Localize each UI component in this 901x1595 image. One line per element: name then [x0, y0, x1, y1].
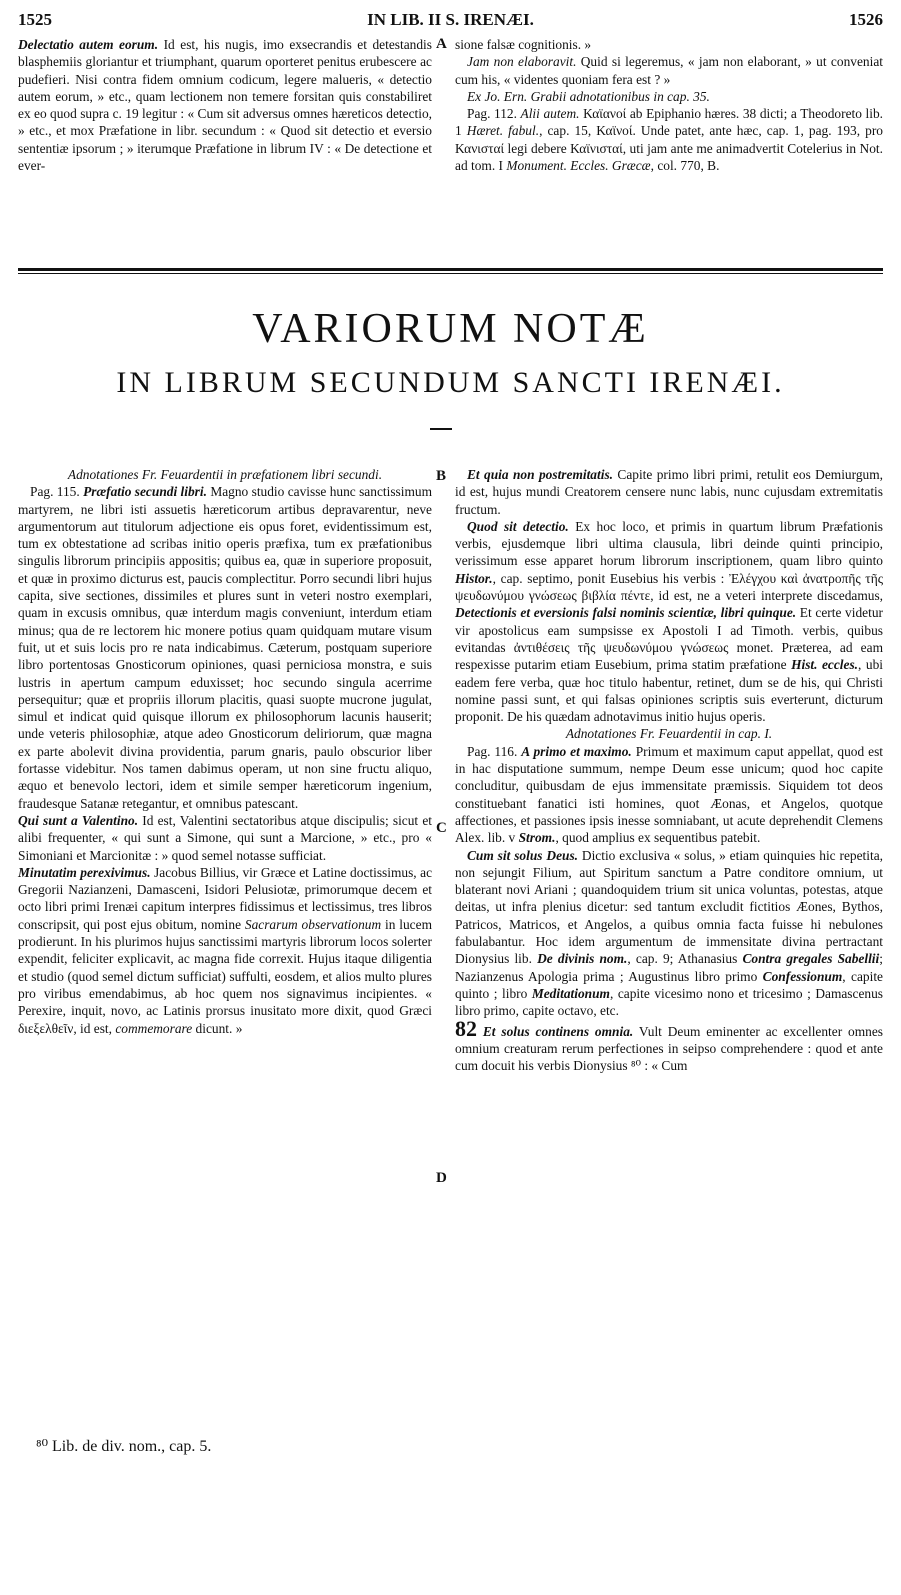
top-left-column	[18, 36, 432, 174]
title-dash	[430, 428, 452, 430]
italic-ref: Meditationum	[531, 985, 610, 1001]
paragraph-text: Jacobus Billius, vir Græce et Latine doctissimus, ac Gregorii Nazianzeni, Damasceni, Isidori Pelusiotæ, primorumque decem et octo libri primi Irenæi capitum interpres fidissimus et lectissimus, tres libros conscripsit, qui post ejus obitum, nomine	[18, 864, 433, 932]
section-subtitle: IN LIBRUM SECUNDUM SANCTI IRENÆI.	[116, 366, 785, 399]
page-ref: Pag. 112.	[467, 106, 521, 122]
margin-marker-a: A	[436, 36, 447, 52]
italic-ref: Hæret. fabul.	[466, 123, 540, 139]
margin-marker-c: C	[436, 820, 447, 836]
paragraph-text: , quod amplius ex sequentibus patebit.	[555, 830, 761, 846]
lemma: Præfatio secundi libri.	[83, 484, 207, 500]
note-paragraph	[18, 812, 432, 864]
italic-ref: Confessionum	[762, 968, 843, 984]
lemma: Minutatim perexivimus.	[18, 864, 151, 880]
italic-ref: Hist. eccles.	[791, 657, 859, 673]
lemma: Qui sunt a Valentino.	[18, 812, 139, 828]
paragraph-text: , ubi eadem fere verba, quæ hoc titulo habentur, retinet, dum se de his, qui Christi nomine passi sunt, et qui falsas opiniones scriptis suis everterunt, dicturum proponit. De his quædam adnotavimus initio hujus operis.	[455, 657, 883, 725]
paragraph-text: Primum et maximum caput appellat, quod est in hac disputatione summum, nempe Deum esse unicum; quod hoc capite concluditur, quibusdam de ejus immensitate præmissis. Siquidem tot deos constituebant fanatici isti homines, quot Æonas, et Angelos, quotque affectiones, et passiones ipsis inesse somniabant, ut acute deprehendit Clemens Alex. lib. v	[455, 743, 883, 846]
source-heading	[455, 88, 883, 105]
right-column	[455, 466, 883, 1074]
source-heading-text: Ex Jo. Ern. Grabii adnotationibus in cap. 35.	[467, 88, 710, 104]
section-title: VARIORUM NOTÆ	[252, 306, 649, 352]
note-paragraph	[455, 105, 883, 174]
page-number-right: 1526	[849, 10, 883, 29]
chapter-number: 82	[455, 1015, 477, 1041]
lemma: Jam non elaboravit.	[467, 54, 577, 70]
note-paragraph	[455, 847, 883, 1020]
column-heading: Adnotationes Fr. Feuardentii in præfationem libri secundi.	[67, 467, 383, 482]
lemma: Delectatio autem eorum.	[18, 37, 159, 52]
page-number-left: 1525	[18, 10, 52, 29]
footnote: ⁸⁰ Lib. de div. nom., cap. 5.	[36, 1438, 212, 1455]
paragraph-text: Ex hoc loco, et primis in quartum librum Præfationis verbis, ejusdemque libri ultima clausula, libri deinde quinti principio, verissimum esse apparet horum librorum inscriptionem, quam libro quinto	[455, 518, 883, 569]
page-ref: Pag. 116.	[467, 743, 522, 759]
lemma: Et solus continens omnia.	[482, 1023, 634, 1039]
italic-ref: Contra gregales Sabellii	[742, 951, 880, 967]
continuation-text: sione falsæ cognitionis. »	[455, 37, 592, 52]
paragraph-text: Quid si legeremus, « jam non elaborant, » ut conveniat cum his, « videntes quoniam fera est ? »	[455, 54, 883, 87]
note-paragraph	[18, 864, 432, 1037]
lemma: Cum sit solus Deus.	[467, 847, 579, 863]
left-column	[18, 466, 432, 1037]
italic-ref: Histor.	[455, 570, 493, 586]
note-paragraph	[455, 1015, 883, 1075]
paragraph-text: Id est, his nugis, imo exsecrandis et detestandis blasphemiis gloriantur et triumphant, quarum oporteret penitus erubescere ac pudefieri. Nisi contra fidem omnium codicum, legere malueris, « detectio autem eorum, » etc., quam lectionem non temere forsitan quis constabiliret ex eo quod supra c. 19 legitur : « Cum sit adversus omnes hæreticos detectio, » etc., et mox Præfatione in libr. secundum : « Quod sit detectio et eversio sententiæ ipsorum ; » iterumque Præfatione in librum IV : « De detectione et ever-	[18, 37, 432, 174]
paragraph-text: Vult Deum eminenter ac excellenter omnes omnium creaturam rerum perfectiones in seipso comprehendere : quod et ante cum docuit his verbis Dionysius ⁸⁰ : « Cum	[455, 1023, 883, 1074]
margin-marker-b: B	[436, 468, 447, 484]
italic-ref: De divinis nom.	[537, 951, 628, 967]
italic-ref: commemorare	[115, 1020, 193, 1036]
note-paragraph	[455, 466, 883, 518]
paragraph-text: ; Nazianzenus Apologia prima ; Augustinus libro primo	[455, 951, 883, 984]
paragraph-text: Capite primo libri primi, retulit eos Demiurgum, id est, hujus mundi Creatorem censere nunc labis, nunc cujusdam extremitatis fructum.	[455, 467, 883, 517]
paragraph-text: Καϊανοί ab Epiphanio hæres. 38 dicti; a Theodoreto lib. 1	[455, 106, 883, 139]
note-paragraph	[18, 483, 432, 812]
paragraph-text: , col. 770, B.	[650, 158, 720, 174]
column-heading: Adnotationes Fr. Feuardentii in cap. I.	[565, 726, 773, 742]
italic-ref: Sacrarum observationum	[244, 916, 382, 932]
top-right-column	[455, 36, 883, 174]
lemma: Quod sit detectio.	[467, 518, 569, 534]
paragraph-text: , capite quinto ; libro	[455, 968, 883, 1001]
paragraph-text: , capite vicesimo nono et tricesimo ; Damascenus libro primo, capite octavo, etc.	[455, 985, 883, 1019]
italic-ref: Monument. Eccles. Græcæ	[506, 158, 651, 174]
note-paragraph	[455, 53, 883, 88]
lemma: Alii autem.	[520, 106, 580, 122]
paragraph-text: , cap. 15, Καϊνοί. Unde patet, ante hæc, cap. 1, pag. 193, pro Κανισταί legi debere Καϊνισταί, uti jam ante me animadvertit Cotelerius in Not. ad tom. I	[455, 123, 883, 174]
paragraph-text: Id est, Valentini sectatoribus atque discipulis; sicut et alibi frequenter, « qui sunt a Simone, qui sunt a Marcione, » etc., pro « Simoniani et Marcionitæ : » quod semel notasse sufficiat.	[18, 812, 432, 863]
note-paragraph	[455, 743, 883, 847]
paragraph-text: Dictio exclusiva « solus, » etiam quinquies hic repetita, non sejungit Filium, aut Spiritum sanctum a Patre conditore omnium, ut blaterant novi Ariani ; quandoquidem trium sit unica voluntas, potestas, atque deitas, ut infra plenius dicetur: sed tantum excludit fictitios Æones, Bythos, Patricos, Matricos, et Angelos, a quibus omnia facta fuisse hi nebulones fabulabantur. Hoc idem argumentum de immensitate divina pertractant Dionysius lib.	[455, 847, 883, 967]
paragraph-text: in lucem prodierunt. In his plurimos hujus sanctissimi martyris librorum locos solerter expendit, feliciter explicavit, ac magna fide correxit. Hujus itaque diligentia et studio (quod semel dictum sufficiat) suffulti, eosdem, et alios multo plures pro viribus emendabimus, ab hoc quem nos signavimus incipientes. « Perexire, inquit, novo, ac Latinis prorsus inusitato more dixit, quod Græci διεξελθεῖν, id est,	[18, 916, 432, 1036]
paragraph-text: Et certe videtur vir apostolicus eam sumpsisse ex Apostoli I ad Timoth. verbis, quibus evitandas ἀντιθέσεις τῆς ψευδωνύμου γνώσεως monet. Præterea, ad eam respexisse putarim etiam Eusebium, prima statim præfatione	[455, 605, 883, 673]
top-left-paragraph	[18, 36, 432, 174]
note-paragraph	[455, 518, 883, 726]
paragraph-text: Magno studio cavisse hunc sanctissimum martyrem, ne libri isti assuetis hæreticorum artibus depravarentur, neve argumentorum aut titulorum adjectione eis opus foret, evidentissimum est, tum ex obtestatione ad scribas initio operis præfixa, tum ex præfationibus singulis librorum principiis appositis; quibus ea, quæ in superiore proposuit, et quæ in proximo dicturus est, paucis complectitur. Porro secundi libri hujus capita, sive sectiones, dissimiles et plures sunt in veteri nostro exemplari, quam in excusis omnibus, quæ interdum magis conveniunt, interdum etiam minus; qua de re lectorem hic monere potius quam quidquam mutare visum fuit, ut et suis locis pro re nata indicabimus. Cæterum, postquam superiore libro portentosas Gnosticorum opiniones, quasi perniciosa monstra, e suis lustris in apertum campum eduxisset; hoc secundo singula acerrime persequitur; quæ et propriis illorum placitis, quasi suopte mucrone jugulat, simul et indicat quid quisque illorum ex philosophorum lacunis hauserit; unde veteris philosophiæ, atque adeo Gnosticorum deliriorum, quæ magna ex parte abolevit divina providentia, parum gnaris, paulo obscurior liber fortasse videbitur. Nos tamen dabimus operam, ut non sine fructu aliquo, æquo et benevolo lectori, idem et simile semper hæreticorum ingenium, fraudesque Satanæ retegantur, et omnibus patescant.	[18, 484, 432, 811]
section-rule	[18, 268, 883, 271]
margin-marker-d: D	[436, 1170, 447, 1186]
paragraph-text: dicunt. »	[192, 1020, 243, 1036]
lemma: Et quia non postremitatis.	[467, 467, 613, 482]
section-rule-thin	[18, 273, 883, 274]
paragraph-text: , cap. septimo, ponit Eusebius his verbis : Ἐλέγχου καὶ ἀνατροπῆς τῆς ψευδωνύμου γνώσεως βιβλία πέντε, id est, ne a veteri interprete discedamus,	[455, 570, 883, 604]
running-head	[18, 10, 883, 36]
italic-ref: Detectionis et eversionis falsi nominis scientiæ, libri quinque.	[455, 605, 797, 621]
lemma: A primo et maximo.	[521, 743, 632, 759]
page-ref: Pag. 115.	[30, 484, 84, 500]
italic-ref: Strom.	[518, 830, 556, 846]
running-title: IN LIB. II S. IRENÆI.	[367, 10, 534, 29]
paragraph-text: , cap. 9; Athanasius	[627, 951, 743, 967]
